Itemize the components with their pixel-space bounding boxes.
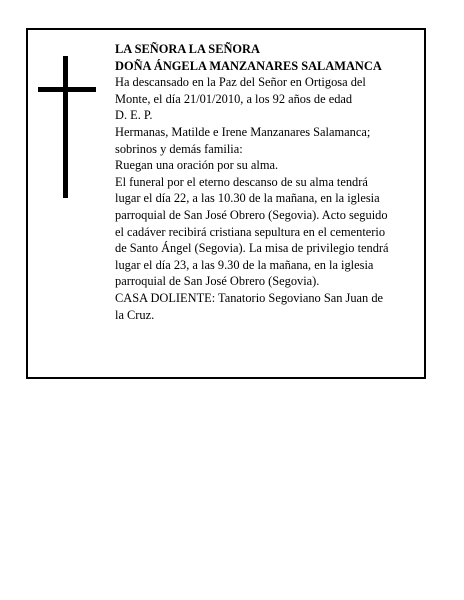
family-line-1: Hermanas, Matilde e Irene Manzanares Salamanca; <box>115 124 371 139</box>
cross-icon <box>38 56 96 198</box>
rest-line-1: Ha descansado en la Paz del Señor en Ortigosa del <box>115 75 366 90</box>
house-line-1: CASA DOLIENTE: Tanatorio Segoviano San Juan de <box>115 290 384 305</box>
funeral-line: parroquial de San José Obrero (Segovia). Acto seguido <box>115 207 388 222</box>
funeral-line: el cadáver recibirá cristiana sepultura en el cementerio <box>115 224 386 239</box>
obituary-notice <box>26 28 426 379</box>
obituary-text <box>115 41 420 323</box>
house-line-2: la Cruz. <box>115 307 155 322</box>
funeral-line: lugar el día 22, a las 10.30 de la mañana, en la iglesia <box>115 191 380 206</box>
cross-vertical-bar <box>63 56 68 198</box>
dep-line: D. E. P. <box>115 108 153 123</box>
funeral-line: El funeral por el eterno descanso de su alma tendrá <box>115 174 368 189</box>
family-line-2: sobrinos y demás familia: <box>115 141 243 156</box>
prayer-line: Ruegan una oración por su alma. <box>115 158 279 173</box>
cross-horizontal-bar <box>38 87 96 92</box>
funeral-line: parroquial de San José Obrero (Segovia). <box>115 274 320 289</box>
funeral-line: de Santo Ángel (Segovia). La misa de privilegio tendrá <box>115 241 389 256</box>
funeral-line: lugar el día 23, a las 9.30 de la mañana, en la iglesia <box>115 257 374 272</box>
rest-line-2: Monte, el día 21/01/2010, a los 92 años de edad <box>115 91 353 106</box>
title-line-1: LA SEÑORA LA SEÑORA <box>115 42 260 56</box>
deceased-name: DOÑA ÁNGELA MANZANARES SALAMANCA <box>115 58 382 73</box>
